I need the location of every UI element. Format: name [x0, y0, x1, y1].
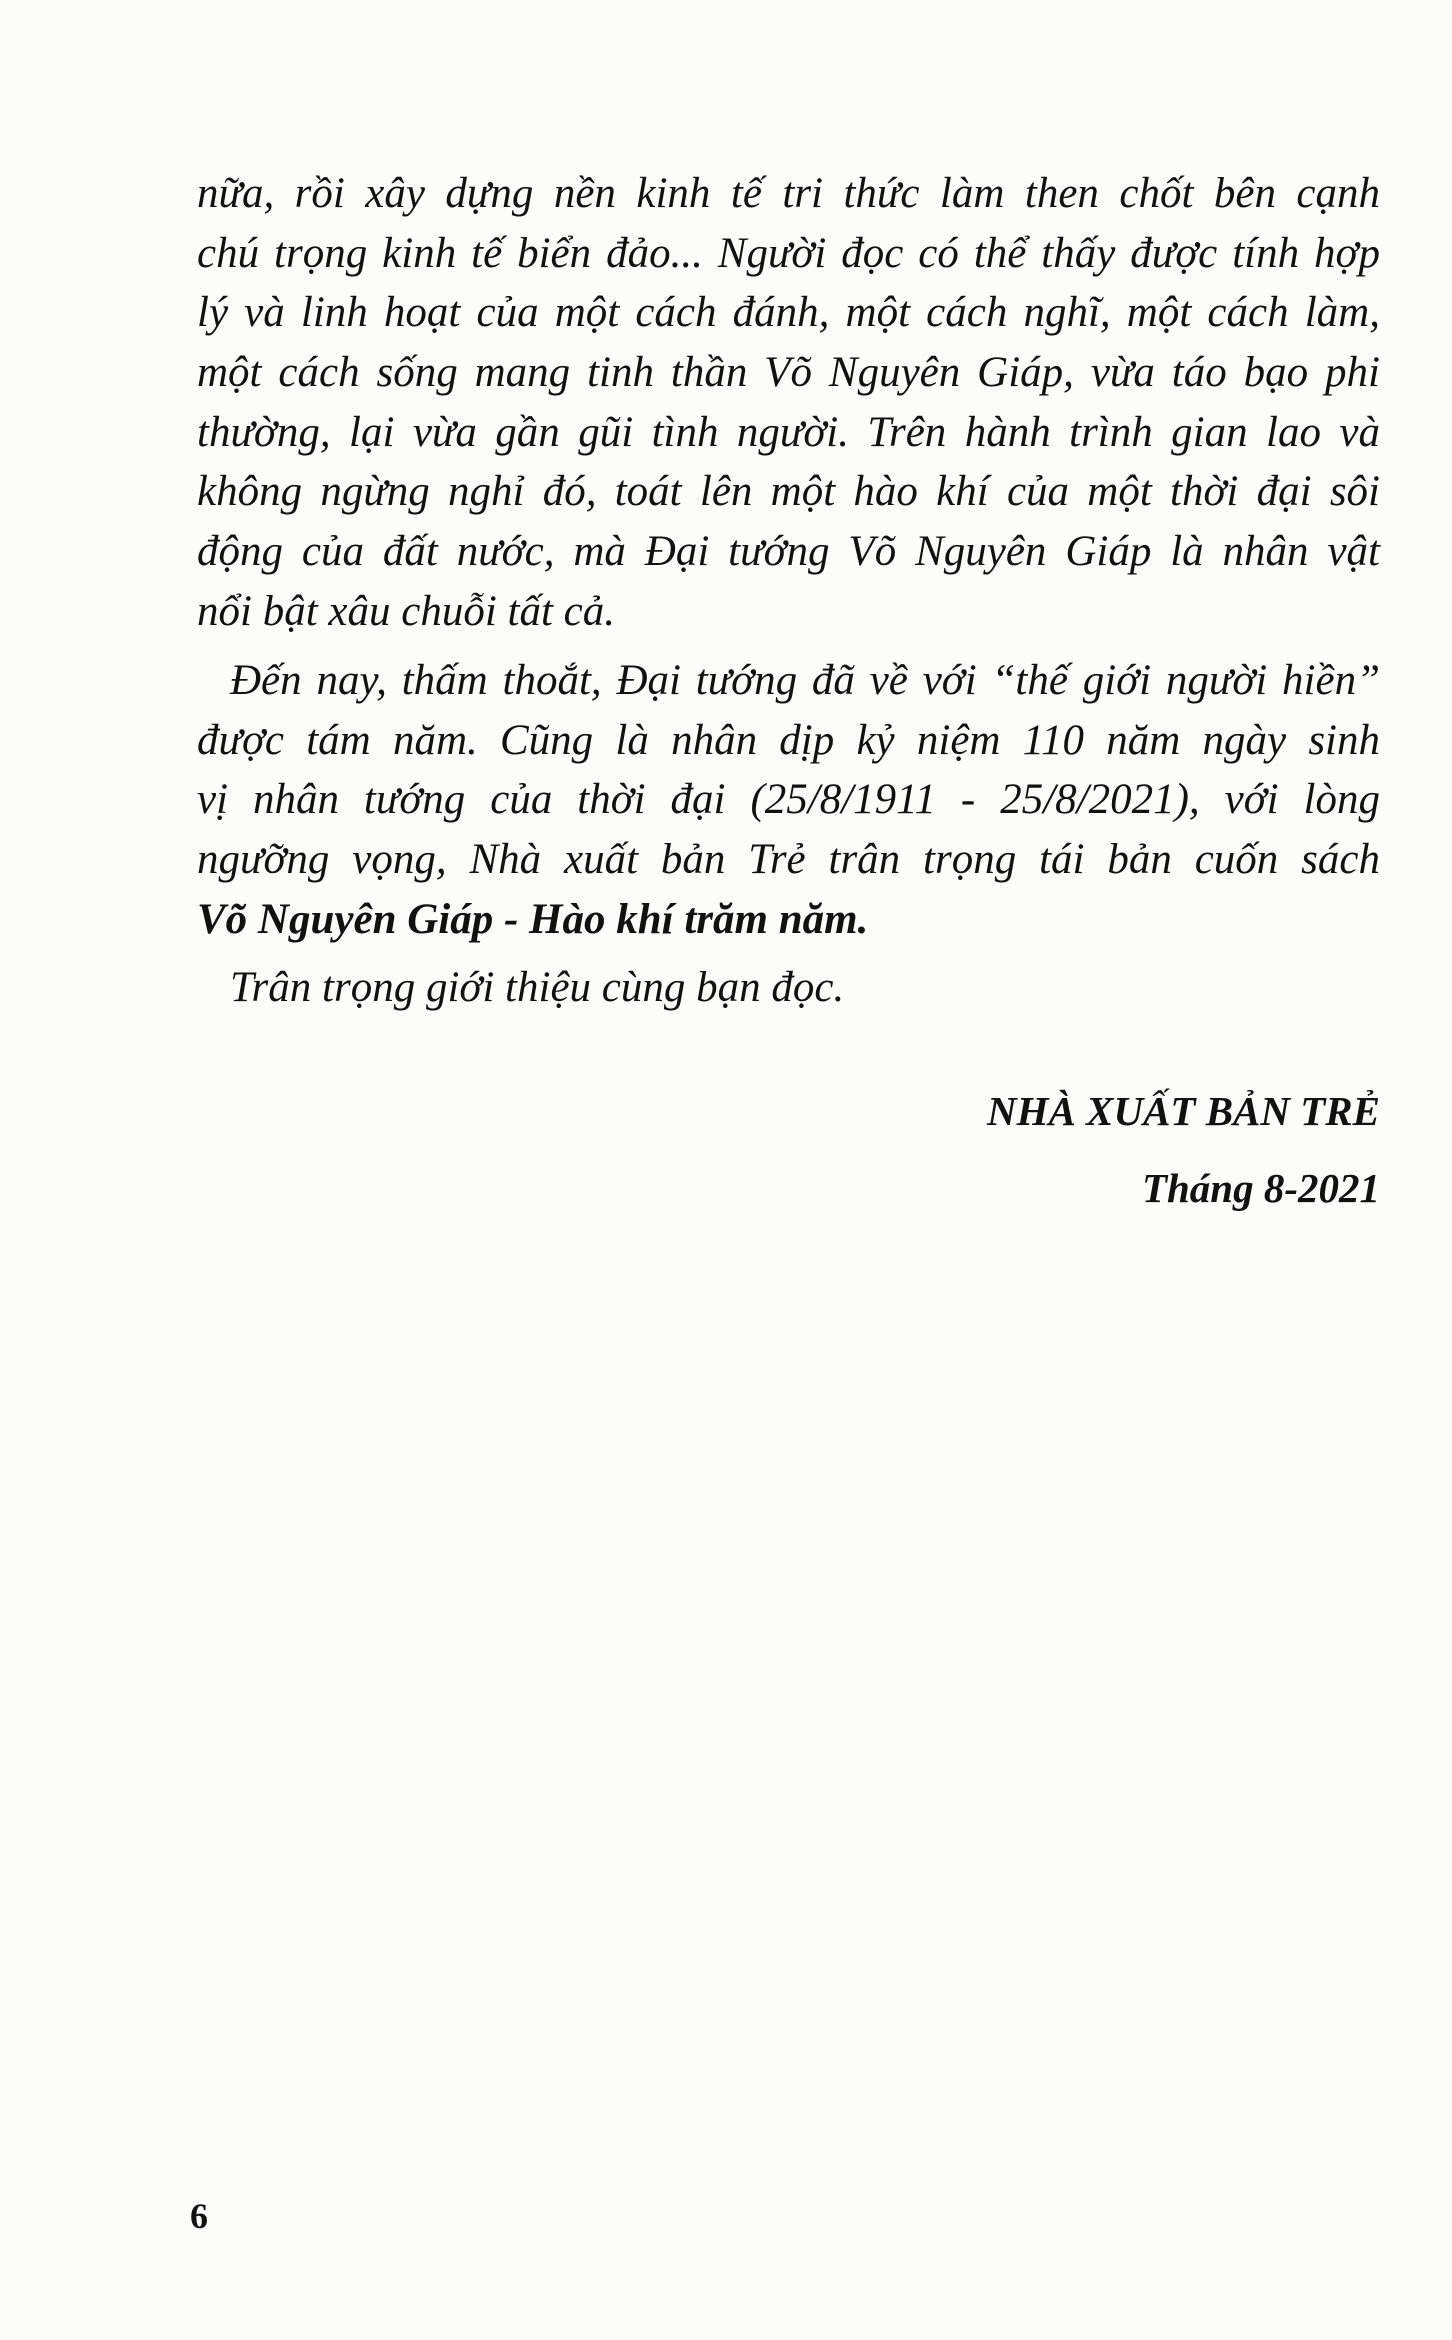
- text-line: ngưỡng vọng, Nhà xuất bản Trẻ trân trọng tái bản cuốn sách: [197, 836, 1380, 883]
- text-line: động của đất nước, mà Đại tướng Võ Nguyên Giáp là nhân vật: [197, 528, 1380, 575]
- text-line: vị nhân tướng của thời đại (25/8/1911 - 25/8/2021), với lòng: [197, 776, 1380, 823]
- text-line: nổi bật xâu chuỗi tất cả.: [197, 588, 615, 635]
- text-line: một cách sống mang tinh thần Võ Nguyên Giáp, vừa táo bạo phi: [197, 349, 1380, 396]
- text-line: được tám năm. Cũng là nhân dịp kỷ niệm 110 năm ngày sinh: [197, 717, 1380, 764]
- text-line: thường, lại vừa gần gũi tình người. Trên hành trình gian lao và: [197, 409, 1380, 456]
- text-line: không ngừng nghỉ đó, toát lên một hào khí của một thời đại sôi: [197, 468, 1380, 515]
- paragraph-3: Trân trọng giới thiệu cùng bạn đọc.: [230, 964, 845, 1011]
- publisher-signature: NHÀ XUẤT BẢN TRẺ: [987, 1088, 1380, 1134]
- signature-date: Tháng 8-2021: [1141, 1165, 1380, 1211]
- text-line: nữa, rồi xây dựng nền kinh tế tri thức làm then chốt bên cạnh: [197, 170, 1380, 217]
- text-line: chú trọng kinh tế biển đảo... Người đọc có thể thấy được tính hợp: [197, 230, 1380, 277]
- text-line: lý và linh hoạt của một cách đánh, một cách nghĩ, một cách làm,: [197, 289, 1380, 336]
- page-number: 6: [190, 2196, 208, 2236]
- book-title: Võ Nguyên Giáp - Hào khí trăm năm.: [197, 896, 869, 943]
- text-line: Đến nay, thấm thoắt, Đại tướng đã về với “thế giới người hiền”: [230, 657, 1380, 704]
